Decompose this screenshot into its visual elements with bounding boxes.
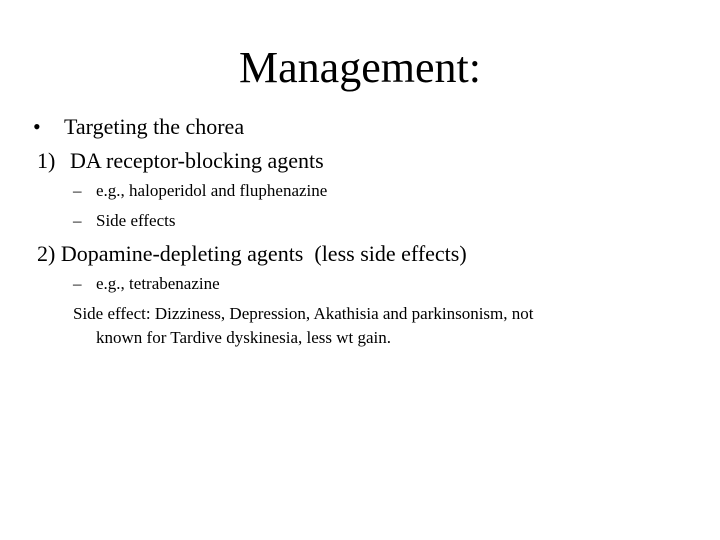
dash-marker: – [73, 211, 82, 230]
item-da-receptor-blocking [37, 148, 324, 174]
bullet-marker: • [33, 114, 41, 139]
tetrabenazine-text: e.g., tetrabenazine [96, 274, 220, 293]
subitem-tetrabenazine [73, 273, 220, 295]
slide-title: Management: [239, 43, 481, 92]
item-number-1: 1) [37, 148, 56, 173]
dash-marker: – [73, 274, 82, 293]
subitem-haloperidol [73, 180, 327, 202]
side-effect-line-2: known for Tardive dyskinesia, less wt gain. [96, 328, 392, 347]
bullet-targeting-chorea [33, 114, 244, 140]
subitem-side-effects [73, 210, 175, 232]
da-receptor-blocking-text: DA receptor-blocking agents [70, 148, 324, 173]
haloperidol-text: e.g., haloperidol and fluphenazine [96, 181, 328, 200]
side-effects-text: Side effects [96, 211, 176, 230]
item-dopamine-depleting: 2) Dopamine-depleting agents (less side effects) [37, 241, 467, 266]
dash-marker: – [73, 181, 82, 200]
targeting-chorea-text: Targeting the chorea [64, 114, 245, 139]
side-effect-line-1: Side effect: Dizziness, Depression, Akathisia and parkinsonism, not [73, 304, 534, 323]
